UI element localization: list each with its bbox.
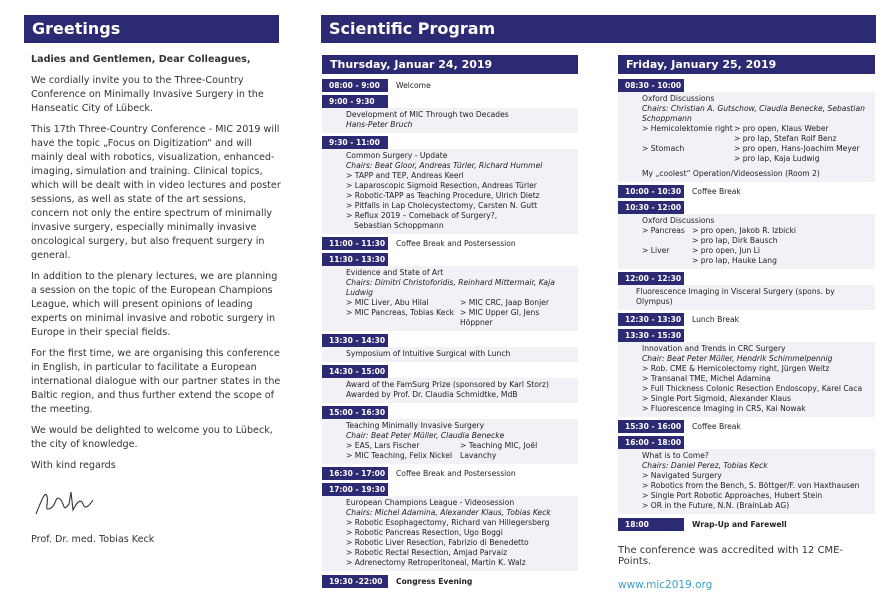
list-item: > MIC Liver, Abu Hilal [346, 298, 429, 307]
time-label: 12:00 - 12:30 [618, 272, 684, 285]
list-item: > Teaching MIC, Joël Lavanchy [460, 441, 538, 460]
greeting-paragraph: For the first time, we are organising this conference in English, in particular to facilitate a European international dialogue with our partner states in the Baltic region, and thus further extend the scope of the meeting. [31, 348, 281, 415]
list-item: > Stomach [642, 144, 685, 153]
session-title: What is to Come? [642, 451, 709, 460]
break-2 [322, 467, 578, 480]
session-title: Development of MIC Through two Decades [346, 110, 509, 119]
list-item: > Full Thickness Colonic Resection Endoscopy, Karel Caca [642, 384, 863, 393]
signer-name: Prof. Dr. med. Tobias Keck [31, 534, 155, 545]
list-item: > Robotic Esophagectomy, Richard van Hillegersberg [346, 518, 550, 527]
time-label: 18:00 [618, 518, 684, 531]
salutation: Ladies and Gentlemen, Dear Colleagues, [31, 54, 251, 65]
time-label: 19:30 -22:00 [322, 575, 388, 588]
list-item: > Pancreas [642, 226, 685, 235]
session-s6 [322, 406, 578, 464]
program-title: Scientific Program [321, 15, 876, 43]
session-title: Lunch Break [692, 315, 740, 324]
time-label: 9:30 - 11:00 [322, 136, 388, 149]
list-item: > Laparoscopic Sigmoid Resection, Andreas Türler [346, 181, 537, 190]
list-item: > Robotic-TAPP as Teaching Procedure, Ulrich Dietz [346, 191, 540, 200]
time-label: 10:00 - 10:30 [618, 185, 684, 198]
time-label: 08:00 - 9:00 [322, 79, 388, 92]
list-item: > MIC CRC, Jaap Bonjer [460, 298, 549, 307]
session-s5 [322, 365, 578, 403]
list-item: > Robotics from the Bench, S. Böttger/F. von Haxthausen [642, 481, 860, 490]
session-title: Coffee Break [692, 187, 741, 196]
session-title: Oxford Discussions [642, 94, 715, 103]
list-item: > MIC Pancreas, Tobias Keck [346, 308, 455, 317]
list-item: > pro open, Jun Li [692, 246, 761, 255]
list-item: > TAPP and TEP, Andreas Keerl [346, 171, 464, 180]
session-s7 [322, 483, 578, 571]
list-item: > MIC Upper GI, Jens Höppner [460, 308, 540, 327]
chairs: Chairs: Christian A. Gutschow, Claudia Benecke, Sebastian Schoppmann [642, 104, 865, 123]
session-welcome [322, 79, 578, 92]
list-item: > pro open, Klaus Weber [734, 124, 829, 133]
time-label: 17:00 - 19:30 [322, 483, 388, 496]
session-title: Congress Evening [396, 577, 473, 586]
session-title: Welcome [396, 81, 431, 90]
list-item: > Fluorescence Imaging in CRS, Kai Nowak [642, 404, 806, 413]
list-item: > pro lap, Dirk Bausch [692, 236, 778, 245]
time-label: 9:00 - 9:30 [322, 95, 388, 108]
list-item: > Hemicolektomie right [642, 124, 733, 133]
session-s8 [322, 575, 578, 588]
session-title: Fluorescence Imaging in Visceral Surgery (spons. by Olympus) [636, 287, 835, 306]
session-f2 [618, 185, 875, 198]
greetings-title: Greetings [24, 15, 279, 43]
time-label: 13:30 - 15:30 [618, 329, 684, 342]
list-item: > Single Port Sigmoid, Alexander Klaus [642, 394, 791, 403]
session-subtitle: Awarded by Prof. Dr. Claudia Schmidtke, MdB [346, 390, 518, 399]
greetings-text [31, 53, 283, 554]
greeting-paragraph: We cordially invite you to the Three-Country Conference on Minimally Invasive Surgery in the Hanseatic City of Lübeck. [31, 75, 264, 114]
chairs: Chairs: Dimitri Christoforidis, Reinhard Mittermair, Kaja Ludwig [346, 278, 555, 297]
session-f1 [618, 79, 875, 182]
website-link[interactable]: www.mic2019.org [618, 579, 713, 591]
session-f7 [618, 420, 875, 433]
chairs: Chairs: Beat Gloor, Andreas Türler, Richard Hummel [346, 161, 543, 170]
session-s2 [322, 136, 578, 234]
list-item: > pro lap, Kaja Ludwig [734, 154, 820, 163]
session-f5 [618, 313, 875, 326]
list-item: Sebastian Schoppmann [354, 221, 444, 230]
closing: With kind regards [31, 460, 116, 471]
time-label: 10:30 - 12:00 [618, 201, 684, 214]
session-title: European Champions League - Videosession [346, 498, 515, 507]
time-label: 14:30 - 15:00 [322, 365, 388, 378]
list-item: > Robotic Rectal Resection, Amjad Parvaiz [346, 548, 508, 557]
time-label: 11:00 - 11:30 [322, 237, 388, 250]
session-title: Coffee Break and Postersession [396, 469, 516, 478]
time-label: 16:00 - 18:00 [618, 436, 684, 449]
list-item: > pro open, Jakob R. Izbicki [692, 226, 796, 235]
session-title: Evidence and State of Art [346, 268, 444, 277]
session-title: Wrap-Up and Farewell [692, 520, 787, 529]
session-s3 [322, 253, 578, 331]
list-item: > Navigated Surgery [642, 471, 722, 480]
session-f9 [618, 518, 875, 531]
session-s4 [322, 334, 578, 362]
list-item: > Robotic Liver Resection, Fabrizio di Benedetto [346, 538, 529, 547]
session-title: Teaching Minimally Invasive Surgery [346, 421, 485, 430]
list-item: > Reflux 2019 – Comeback of Surgery?, [346, 211, 498, 220]
list-item: > EAS, Lars Fischer [346, 441, 420, 450]
list-item: > Single Port Robotic Approaches, Hubert Stein [642, 491, 823, 500]
session-f4 [618, 272, 875, 310]
list-item: > pro lap, Hauke Lang [692, 256, 777, 265]
session-title: Award of the FamSurg Prize (sponsored by Karl Storz) [346, 380, 549, 389]
time-label: 08:30 - 10:00 [618, 79, 684, 92]
session-subtitle: My „coolest“ Operation/Videosession (Room 2) [642, 169, 820, 178]
list-item: > Rob. CME & Hemicolectomy right, Jürgen Weitz [642, 364, 830, 373]
time-label: 11:30 - 13:30 [322, 253, 388, 266]
time-label: 16:30 - 17:00 [322, 467, 388, 480]
accreditation-note: The conference was accredited with 12 CME-Points. [618, 545, 844, 567]
thursday-column [322, 55, 578, 588]
greeting-paragraph: In addition to the plenary lectures, we are planning a session on the topic of the European Champions League, which will present opinions of leading experts on minimal invasive and robotic surgery in Europe in their special fields. [31, 271, 278, 338]
list-item: > Adrenectomy Retroperitoneal, Martin K. Walz [346, 558, 526, 567]
list-item: > pro lap, Stefan Rolf Benz [734, 134, 837, 143]
greeting-paragraph: This 17th Three-Country Conference - MIC 2019 will have the topic „Focus on Digitization“ and will mainly deal with robotics, visualization, enhanced-imaging, simulation and training. Clinical topics, which will be dealt with in video lectures and poster sessions, as well as state of the art sessions, concern not only the entire spectrum of minimally invasive surgery, especially minimally invasive oncological surgery, but also frequent surgery in general. [31, 124, 281, 261]
chairs: Chair: Beat Peter Müller, Hendrik Schimmelpennig [642, 354, 833, 363]
time-label: 15:00 - 16:30 [322, 406, 388, 419]
session-s1 [322, 95, 578, 133]
session-title: Coffee Break [692, 422, 741, 431]
time-label: 13:30 - 14:30 [322, 334, 388, 347]
session-title: Innovation and Trends in CRC Surgery [642, 344, 786, 353]
list-item: > Transanal TME, Michel Adamina [642, 374, 771, 383]
friday-header: Friday, January 25, 2019 [618, 55, 875, 74]
time-label: 15:30 - 16:00 [618, 420, 684, 433]
list-item: > MIC Teaching, Felix Nickel [346, 451, 453, 460]
list-item: > pro open, Hans-Joachim Meyer [734, 144, 860, 153]
break-1 [322, 237, 578, 250]
chairs: Chair: Beat Peter Müller, Claudia Benecke [346, 431, 505, 440]
speaker: Hans-Peter Bruch [346, 120, 413, 129]
session-title: Oxford Discussions [642, 216, 715, 225]
friday-column [618, 55, 875, 591]
list-item: > OR in the Future, N.N. (BrainLab AG) [642, 501, 790, 510]
session-f3 [618, 201, 875, 269]
list-item: > Liver [642, 246, 670, 255]
time-label: 12:30 - 13:30 [618, 313, 684, 326]
signature-image [31, 480, 111, 524]
list-item: > Robotic Pancreas Resection, Ugo Boggi [346, 528, 503, 537]
session-title: Common Surgery - Update [346, 151, 448, 160]
thursday-header: Thursday, Januar 24, 2019 [322, 55, 578, 74]
session-title: Symposium of Intuitive Surgical with Lunch [346, 349, 511, 358]
session-f6 [618, 329, 875, 417]
chairs: Chairs: Daniel Perez, Tobias Keck [642, 461, 768, 470]
chairs: Chairs: Michel Adamina, Alexander Klaus, Tobias Keck [346, 508, 551, 517]
session-title: Coffee Break and Postersession [396, 239, 516, 248]
session-f8 [618, 436, 875, 514]
list-item: > Pitfalls in Lap Cholecystectomy, Carsten N. Gutt [346, 201, 538, 210]
greeting-paragraph: We would be delighted to welcome you to Lübeck, the city of knowledge. [31, 425, 273, 450]
